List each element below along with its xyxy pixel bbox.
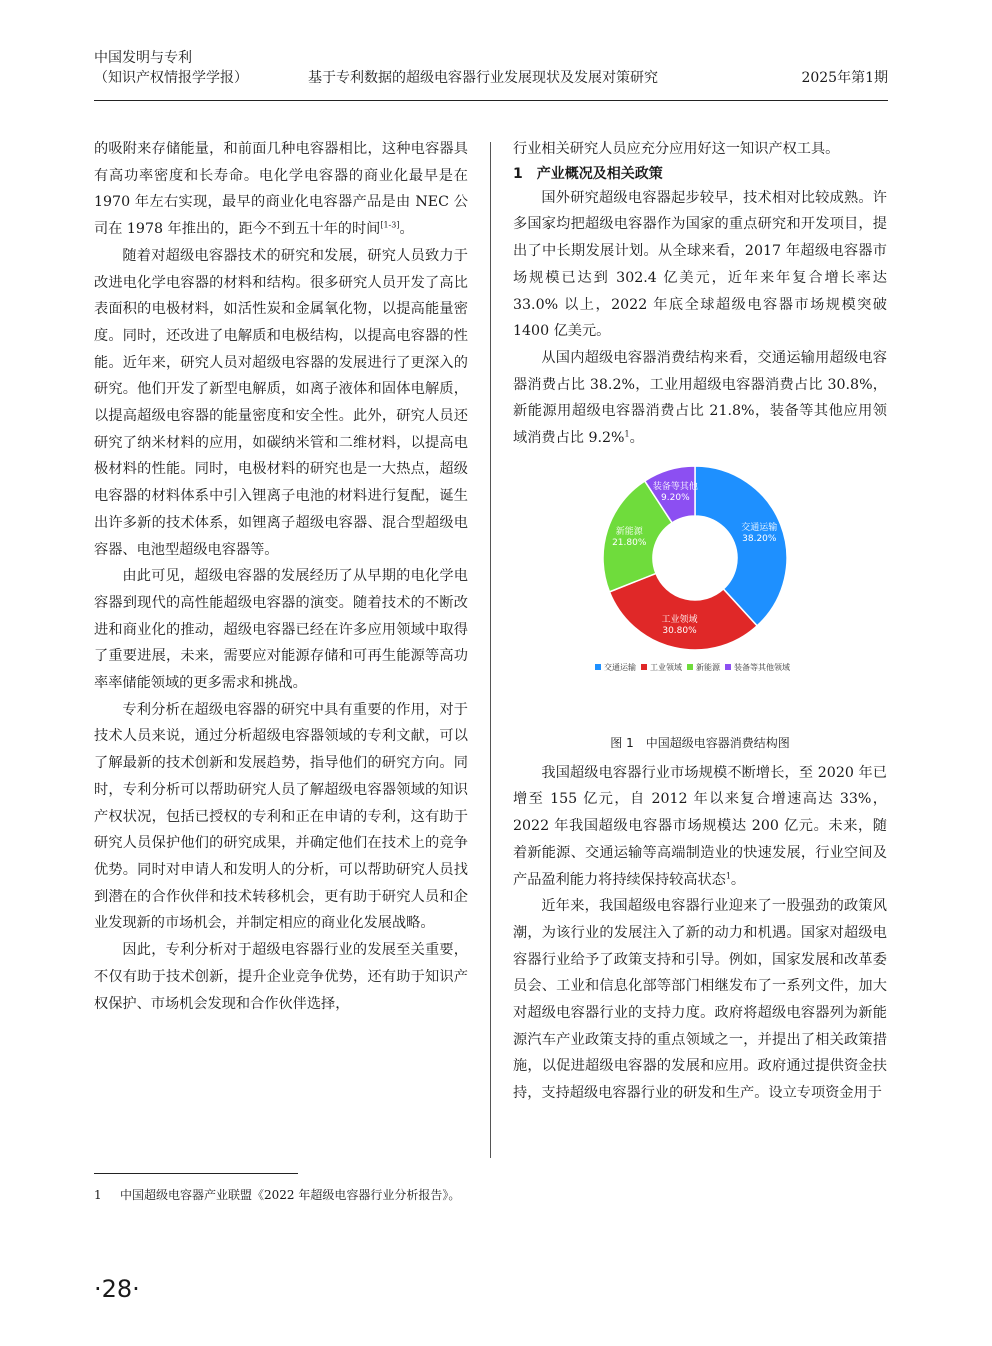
citation: [1-3]: [380, 220, 400, 230]
slice-label-name: 交通运输: [741, 522, 778, 533]
donut-chart: [513, 462, 887, 708]
footnote: [94, 1186, 460, 1204]
paragraph: 近年来，我国超级电容器行业迎来了一股强劲的政策风潮，为该行业的发展注入了新的动力和机遇。国家对超级电容器行业给予了政策支持和引导。例如，国家发展和改革委员会、工业和信息化部等部门相继发布了一系列文件，加大对超级电容器行业的支持力度。政府将超级电容器列为新能源汽车产业政策支持的重点领域之一，并提出了相关政策措施，以促进超级电容器的发展和应用。政府通过提供资金扶持，支持超级电容器行业的研发和生产。设立专项资金用于: [513, 898, 887, 1102]
punct: 。: [629, 430, 644, 447]
legend-swatch: [725, 664, 731, 670]
punct: 。: [730, 871, 746, 888]
legend-swatch: [641, 664, 647, 670]
footnote-number: 1: [94, 1188, 102, 1202]
paragraph-text: 的吸附来存储能量，和前面几种电容器相比，这种电容器具有高功率密度和长寿命。电化学电容器的商业化最早是在 1970 年左右实现，最早的商业化电容器产品是由 NEC 公司在 1978 年推出的，距今不到五十年的时间: [94, 141, 468, 238]
paragraph: [513, 760, 887, 894]
page-header: [94, 48, 888, 104]
slice-label-value: 30.80%: [662, 625, 697, 636]
paragraph: 专利分析在超级电容器的研究中具有重要的作用，对于技术人员来说，通过分析超级电容器领域的专利文献，可以了解最新的技术创新和发展趋势，指导他们的研究方向。同时，专利分析可以帮助研究人员了解超级电容器领域的知识产权状况，包括已授权的专利和正在申请的专利，这有助于研究人员保护他们的研究成果，并确定他们在技术上的竞争优势。同时对申请人和发明人的分析，可以帮助研究人员找到潜在的合作伙伴和技术转移机会，更有助于研究人员和企业发现新的市场机会，并制定相应的商业化发展战略。: [94, 701, 468, 932]
paragraph: 随着对超级电容器技术的研究和发展，研究人员致力于改进电化学电容器的材料和结构。很多研究人员开发了高比表面积的电极材料，如活性炭和金属氧化物，以提高能量密度。同时，还改进了电解质和电极结构，以提高电容器的性能。近年来，研究人员对超级电容器的发展进行了更深入的研究。他们开发了新型电解质，如离子液体和固体电解质，以提高超级电容器的能量密度和安全性。此外，研究人员还研究了纳米材料的应用，如碳纳米管和二维材料，以提高电极材料的性能。同时，电极材料的研究也是一大热点，超级电容器的材料体系中引入锂离子电池的材料进行复配，诞生出许多新的技术体系，如锂离子超级电容器、混合型超级电容器、电池型超级电容器等。: [94, 247, 468, 558]
legend-label: 新能源: [696, 662, 720, 672]
legend-swatch: [687, 664, 693, 670]
paragraph-text: 我国超级电容器行业市场规模不断增长，至 2020 年已增至 155 亿元，自 2012 年以来复合增速高达 33%，2022 年我国超级电容器市场规模达 200 亿元。未来，随着新能源、交通运输等高端制造业的快速发展，行业空间及产品盈利能力将持续保持较高状态: [513, 764, 887, 888]
paragraph: [94, 136, 468, 243]
left-column: [94, 136, 468, 1017]
journal-subtitle: （知识产权情报学学报）: [94, 70, 248, 86]
paragraph: [513, 345, 887, 452]
slice-label-value: 9.20%: [661, 492, 690, 503]
punct: 。: [399, 221, 414, 238]
page-number: ·28·: [94, 1275, 140, 1303]
figure-consumption-structure: [513, 462, 887, 732]
figure-caption: 图 1 中国超级电容器消费结构图: [610, 735, 790, 750]
journal-name: 中国发明与专利: [94, 50, 192, 66]
paragraph: 由此可见，超级电容器的发展经历了从早期的电化学电容器到现代的高性能超级电容器的演变。随着技术的不断改进和商业化的推动，超级电容器已经在许多应用领域中取得了重要进展，未来，需要应对能源存储和可再生能源等高功率率储能领域的更多需求和挑战。: [94, 568, 468, 692]
section-title: 1 产业概况及相关政策: [513, 165, 663, 182]
legend-label: 装备等其他领域: [734, 662, 790, 672]
column-divider: [490, 142, 491, 1158]
slice-label-name: 工业领域: [661, 614, 698, 625]
footnote-text: 中国超级电容器产业联盟《2022 年超级电容器行业分析报告》。: [120, 1188, 461, 1202]
footnote-ref: 1: [725, 870, 731, 880]
issue-label: 2025年第1期: [801, 70, 888, 86]
paragraph-text: 从国内超级电容器消费结构来看，交通运输用超级电容器消费占比 38.2%，工业用超级电容器消费占比 30.8%，新能源用超级电容器消费占比 21.8%，装备等其他应用领域消费占比 9.2%: [513, 349, 887, 447]
slice-label-value: 38.20%: [742, 533, 777, 544]
paragraph: 行业相关研究人员应充分应用好这一知识产权工具。: [513, 141, 840, 157]
footnote-rule: [94, 1173, 298, 1174]
legend-label: 交通运输: [604, 662, 636, 672]
legend-label: 工业领域: [650, 662, 682, 672]
header-rule: [94, 100, 888, 101]
slice-label-value: 21.80%: [612, 537, 647, 548]
slice-label-name: 装备等其他: [652, 481, 698, 492]
running-title: 基于专利数据的超级电容器行业发展现状及发展对策研究: [308, 70, 658, 86]
slice-label-name: 新能源: [615, 526, 643, 537]
legend-swatch: [595, 664, 601, 670]
footnote-ref: 1: [624, 429, 630, 439]
paragraph: 国外研究超级电容器起步较早，技术相对比较成熟。许多国家均把超级电容器作为国家的重点研究和开发项目，提出了中长期发展计划。从全球来看，2017 年超级电容器市场规模已达到 302.4 亿美元，近年来年复合增长率达 33.0% 以上，2022 年底全球超级电容器市场规模突破 1400 亿美元。: [513, 189, 887, 340]
paragraph: 因此，专利分析对于超级电容器行业的发展至关重要，不仅有助于技术创新，提升企业竞争优势，还有助于知识产权保护、市场机会发现和合作伙伴选择，: [94, 942, 468, 1012]
right-column: [513, 136, 887, 1107]
